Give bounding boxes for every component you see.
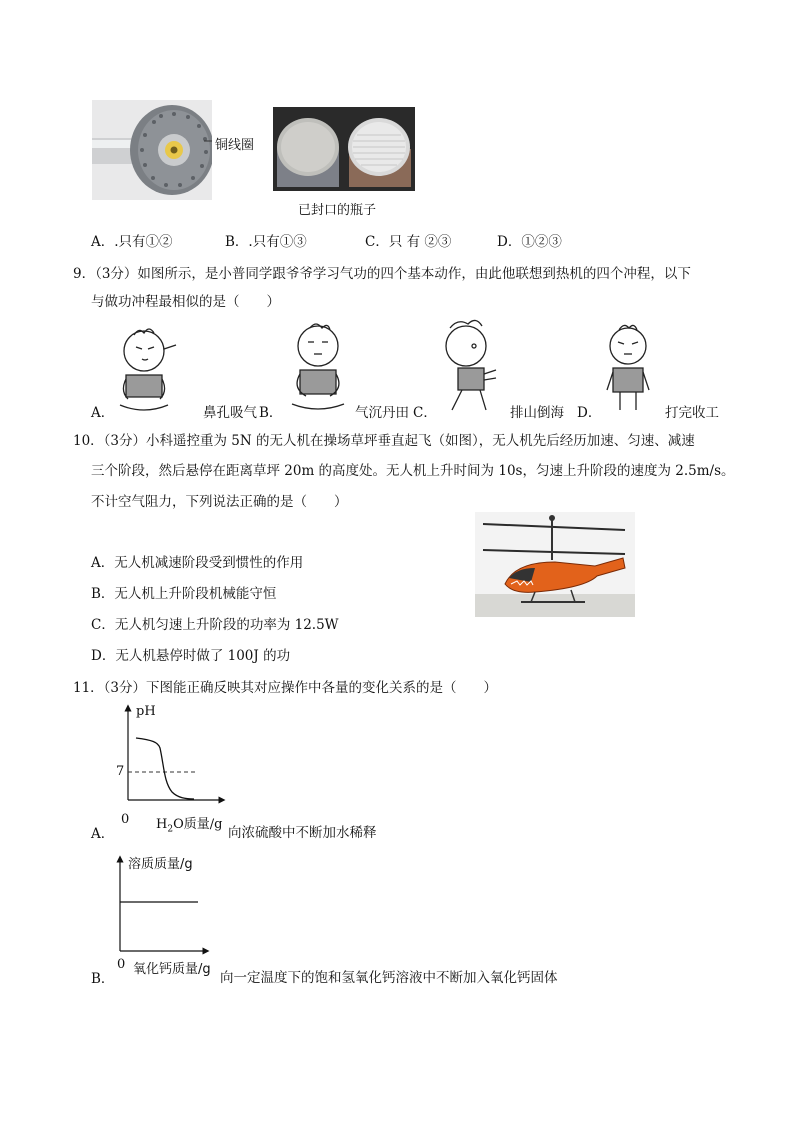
q11-stem: 11．（3分）下图能正确反映其对应操作中各量的变化关系的是（ ） [73, 680, 498, 696]
sealed-bottles-photo [273, 107, 415, 191]
graph-b-letter[interactable]: B． [91, 971, 115, 987]
qigong-figure-b [288, 320, 348, 415]
q9-option-d-label[interactable]: 打完收工 [665, 405, 719, 421]
qigong-figure-a [112, 325, 182, 415]
q9-stem-line2: 与做功冲程最相似的是（ ） [91, 294, 280, 310]
qigong-figure-d [603, 322, 653, 415]
q10-option-d[interactable]: D．无人机悬停时做了 100J 的功 [91, 648, 291, 664]
q9-option-a-letter[interactable]: A． [91, 405, 115, 421]
graph-a-xlabel-h: H [156, 817, 168, 832]
qigong-figure-c [440, 318, 500, 415]
q10-stem-line1: 10．（3分）小科遥控重为 5N 的无人机在操场草坪垂直起飞（如图），无人机先后经历加速、匀速、减速 [73, 433, 695, 449]
coil-label: 铜线圈 [215, 138, 255, 153]
graph-a-curve [136, 738, 194, 799]
graph-a-xlabel-rest: O质量/g [173, 817, 223, 832]
q8-option-c[interactable]: C．只 有 ②③ [365, 234, 452, 250]
q9-option-b-label[interactable]: 气沉丹田 [355, 405, 409, 421]
bottle-caption: 已封口的瓶子 [298, 203, 377, 218]
graph-a-xlabel-sub: 2 [167, 824, 174, 835]
q9-option-a-label[interactable]: 鼻孔吸气 [203, 405, 257, 421]
q10-stem-line2: 三个阶段，然后悬停在距离草坪 20m 的高度处。无人机上升时间为 10s，匀速上升阶段的速度为 2.5m/s。 [91, 463, 735, 479]
graph-a-origin: 0 [121, 812, 130, 827]
q10-option-a[interactable]: A．无人机减速阶段受到惯性的作用 [91, 555, 304, 571]
q10-stem-line3: 不计空气阻力，下列说法正确的是（ ） [91, 494, 348, 510]
q9-option-b-letter[interactable]: B． [259, 405, 283, 421]
q8-option-a[interactable]: A．.只有①② [91, 234, 173, 250]
q9-option-d-letter[interactable]: D． [577, 405, 602, 421]
graph-a-xlabel [156, 813, 222, 835]
helicopter-photo [475, 512, 635, 617]
q9-stem-line1: 9．（3分）如图所示，是小普同学跟爷爷学习气功的四个基本动作，由此他联想到热机的四个冲程，以下 [73, 266, 691, 282]
graph-a-desc[interactable]: 向浓硫酸中不断加水稀释 [228, 825, 377, 841]
q8-option-b[interactable]: B．.只有①③ [225, 234, 307, 250]
coil-device-photo [92, 100, 212, 200]
graph-a-tick-7: 7 [116, 764, 125, 779]
q9-option-c-letter[interactable]: C． [413, 405, 437, 421]
q10-option-b[interactable]: B．无人机上升阶段机械能守恒 [91, 586, 277, 602]
q9-option-c-label[interactable]: 排山倒海 [510, 405, 564, 421]
graph-a-ylabel: pH [136, 704, 156, 719]
graph-b-xlabel: 氧化钙质量/g [133, 962, 211, 977]
graph-b-origin: 0 [117, 957, 126, 972]
q10-option-c[interactable]: C．无人机匀速上升阶段的功率为 12.5W [91, 617, 339, 633]
graph-a-ph-curve [110, 702, 230, 810]
q8-option-d[interactable]: D．①②③ [497, 234, 562, 250]
graph-b-ylabel: 溶质质量/g [128, 857, 193, 872]
graph-b-desc[interactable]: 向一定温度下的饱和氢氧化钙溶液中不断加入氧化钙固体 [220, 970, 558, 986]
graph-a-letter[interactable]: A． [91, 826, 115, 842]
